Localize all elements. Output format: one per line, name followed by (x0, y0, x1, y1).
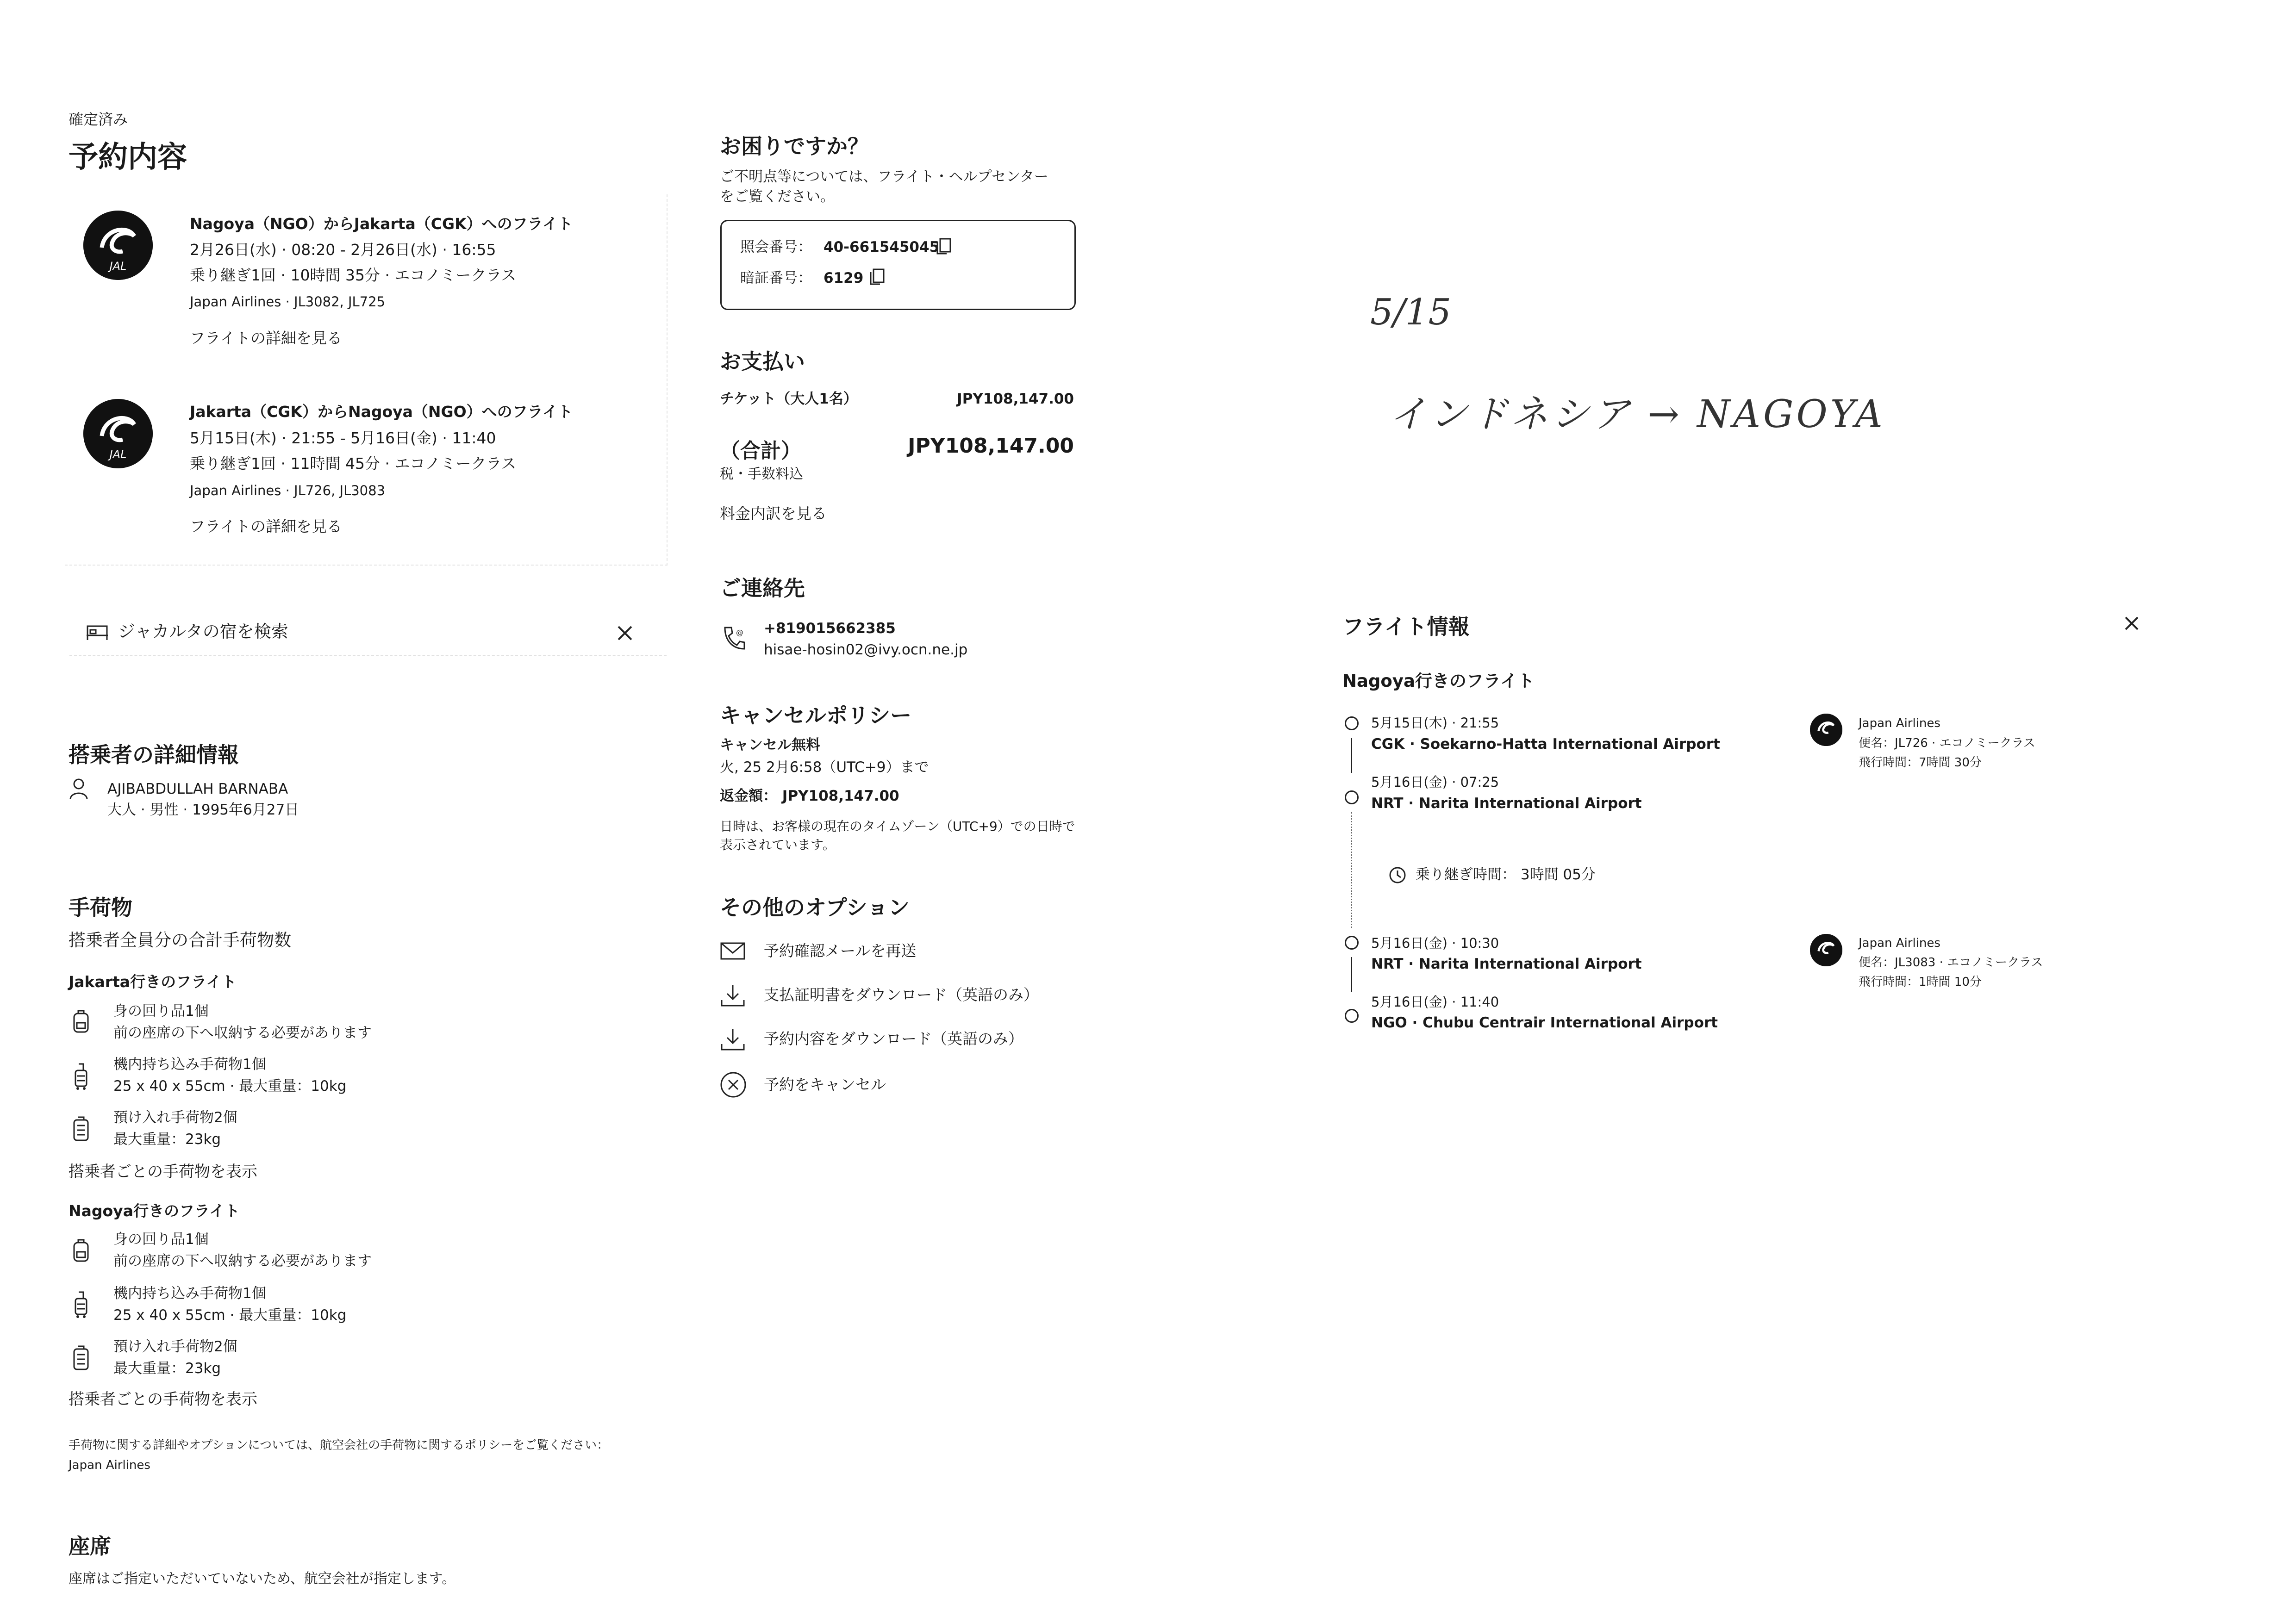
segment-flight-number: 便名：JL726 · エコノミークラス (1859, 736, 2035, 750)
flight-details-link[interactable]: フライトの詳細を見る (190, 329, 343, 347)
baggage-item-desc: 25 x 40 x 55cm · 最大重量：10kg (113, 1078, 347, 1094)
booking-status: 確定済み (69, 111, 128, 128)
contact-heading: ご連絡先 (720, 576, 805, 601)
checked-bag-icon (72, 1115, 90, 1143)
baggage-subheading: 搭乗者全員分の合計手荷物数 (69, 930, 291, 950)
ticket-price: JPY108,147.00 (957, 391, 1074, 407)
cancel-free: キャンセル無料 (720, 737, 820, 753)
baggage-item-name: 預け入れ手荷物2個 (113, 1338, 237, 1355)
timeline-stop (1345, 790, 1359, 804)
timezone-note: 日時は、お客様の現在のタイムゾーン（UTC+9）での日時で (720, 819, 1075, 834)
segment-departure-airport: NRT · Narita International Airport (1371, 956, 1642, 972)
flight-airline: Japan Airlines · JL726, JL3083 (190, 483, 386, 498)
baggage-group-title: Jakarta行きのフライト (69, 973, 237, 991)
total-price: JPY108,147.00 (908, 434, 1074, 458)
baggage-item-desc: 前の座席の下へ収納する必要があります (113, 1025, 372, 1041)
flight-details-link[interactable]: フライトの詳細を見る (190, 517, 343, 535)
tax-note: 税・手数料込 (720, 466, 803, 482)
reference-label: 照会番号： (740, 239, 812, 255)
timeline-stop (1345, 936, 1359, 950)
pin-number: 6129 (824, 270, 864, 286)
download-icon (720, 983, 746, 1007)
help-heading: お困りですか？ (720, 134, 869, 159)
download-receipt-option[interactable]: 支払証明書をダウンロード（英語のみ） (764, 986, 1039, 1004)
carry-on-icon (73, 1062, 89, 1091)
flight-times: 5月15日(木) · 21:55 - 5月16日(金) · 11:40 (190, 429, 496, 447)
passenger-info: 大人 · 男性 · 1995年6月27日 (107, 802, 299, 818)
seat-heading: 座席 (69, 1534, 111, 1559)
baggage-item-name: 身の回り品1個 (113, 1231, 209, 1248)
hotel-search-label: ジャカルタの宿を検索 (118, 622, 288, 641)
clock-icon (1389, 866, 1406, 884)
pin-label: 暗証番号： (740, 270, 812, 286)
baggage-per-passenger-link[interactable]: 搭乗者ごとの手荷物を表示 (69, 1390, 257, 1409)
person-icon (69, 777, 89, 800)
download-icon (720, 1027, 746, 1051)
baggage-item-name: 預け入れ手荷物2個 (113, 1109, 237, 1126)
segment-arrival-time: 5月16日(金) · 11:40 (1371, 994, 1499, 1010)
copy-icon[interactable] (869, 267, 886, 286)
help-text: をご覧ください。 (720, 188, 835, 205)
svg-text:@: @ (736, 628, 743, 637)
timeline-line (1351, 738, 1352, 773)
baggage-group-title: Nagoya行きのフライト (69, 1202, 240, 1220)
ticket-label: チケット（大人1名） (720, 391, 858, 407)
seat-text: 座席はご指定いただいていないため、航空会社が指定します。 (69, 1571, 456, 1587)
passenger-heading: 搭乗者の詳細情報 (69, 742, 239, 767)
flight-title: Jakarta（CGK）からNagoya（NGO）へのフライト (190, 403, 573, 421)
layover-duration: 乗り継ぎ時間： 3時間 05分 (1416, 866, 1596, 883)
timeline-line (1351, 957, 1352, 992)
contact-email: hisae-hosin02@ivy.ocn.ne.jp (764, 641, 968, 658)
flight-times: 2月26日(水) · 08:20 - 2月26日(水) · 16:55 (190, 241, 496, 259)
baggage-item-desc: 25 x 40 x 55cm · 最大重量：10kg (113, 1307, 347, 1324)
svg-text:JAL: JAL (109, 448, 127, 461)
flight-title: Nagoya（NGO）からJakarta（CGK）へのフライト (190, 215, 573, 233)
baggage-item-desc: 最大重量：23kg (113, 1131, 221, 1148)
reference-box (720, 220, 1076, 310)
payment-heading: お支払い (720, 349, 805, 374)
baggage-item-name: 身の回り品1個 (113, 1003, 209, 1020)
baggage-note: 手荷物に関する詳細やオプションについては、航空会社の手荷物に関するポリシーをご覧ください： (69, 1438, 609, 1452)
bed-icon (86, 623, 109, 642)
options-heading: その他のオプション (720, 895, 910, 920)
segment-departure-time: 5月16日(金) · 10:30 (1371, 935, 1499, 951)
download-itinerary-option[interactable]: 予約内容をダウンロード（英語のみ） (764, 1030, 1023, 1048)
flight-stops: 乗り継ぎ1回 · 11時間 45分 · エコノミークラス (190, 454, 517, 473)
svg-text:JAL: JAL (109, 260, 127, 273)
segment-duration: 飛行時間：7時間 30分 (1859, 756, 1982, 770)
handwritten-date: 5/15 (1370, 292, 1452, 333)
segment-flight-number: 便名：JL3083 · エコノミークラス (1859, 956, 2043, 970)
close-icon[interactable] (2124, 616, 2140, 631)
timeline-stop (1345, 1009, 1359, 1023)
contact-icon (722, 625, 745, 651)
total-label: （合計） (720, 439, 801, 463)
timezone-note: 表示されています。 (720, 837, 836, 852)
baggage-heading: 手荷物 (69, 895, 132, 920)
contact-phone: +819015662385 (764, 620, 896, 637)
resend-email-option[interactable]: 予約確認メールを再送 (764, 942, 917, 960)
jal-logo-icon (1810, 934, 1842, 966)
jal-logo-icon (83, 399, 153, 468)
segment-arrival-time: 5月16日(金) · 07:25 (1371, 774, 1499, 790)
segment-duration: 飛行時間：1時間 10分 (1859, 975, 1982, 989)
cancel-until: 火, 25 2月6:58（UTC+9）まで (720, 759, 929, 776)
help-text: ご不明点等については、フライト・ヘルプセンター (720, 168, 1048, 185)
flight-airline: Japan Airlines · JL3082, JL725 (190, 294, 386, 310)
baggage-item-name: 機内持ち込み手荷物1個 (113, 1056, 266, 1073)
handwritten-route: インドネシア → NAGOYA (1389, 392, 1885, 436)
fare-breakdown-link[interactable]: 料金内訳を見る (720, 504, 827, 522)
cancel-circle-icon (720, 1071, 747, 1098)
hotel-search-bar[interactable] (69, 613, 667, 656)
baggage-item-desc: 前の座席の下へ収納する必要があります (113, 1253, 372, 1269)
reference-number: 40-661545045 (824, 239, 940, 255)
flight-info-heading: フライト情報 (1342, 614, 1470, 639)
segment-arrival-airport: NRT · Narita International Airport (1371, 795, 1642, 812)
segment-departure-time: 5月15日(木) · 21:55 (1371, 715, 1499, 731)
carry-on-icon (73, 1290, 89, 1319)
cancel-booking-option[interactable]: 予約をキャンセル (764, 1076, 886, 1094)
flight-stops: 乗り継ぎ1回 · 10時間 35分 · エコノミークラス (190, 266, 517, 284)
copy-icon[interactable] (936, 237, 952, 255)
segment-departure-airport: CGK · Soekarno-Hatta International Airport (1371, 736, 1720, 752)
backpack-icon (72, 1238, 90, 1263)
refund-amount: 返金額： JPY108,147.00 (720, 788, 899, 804)
segment-airline: Japan Airlines (1859, 716, 1940, 730)
segment-airline: Japan Airlines (1859, 936, 1940, 950)
baggage-item-name: 機内持ち込み手荷物1個 (113, 1285, 266, 1302)
checked-bag-icon (72, 1344, 90, 1372)
jal-logo-icon (1810, 714, 1842, 746)
close-icon[interactable] (617, 625, 633, 641)
baggage-per-passenger-link[interactable]: 搭乗者ごとの手荷物を表示 (69, 1163, 257, 1181)
jal-logo-icon (83, 211, 153, 280)
page-title: 予約内容 (69, 140, 187, 174)
backpack-icon (72, 1009, 90, 1034)
segment-arrival-airport: NGO · Chubu Centrair International Airport (1371, 1014, 1718, 1031)
cancel-policy-heading: キャンセルポリシー (720, 703, 911, 728)
flight-info-subheading: Nagoya行きのフライト (1342, 671, 1535, 691)
layover-line (1351, 812, 1352, 928)
mail-icon (720, 942, 746, 960)
baggage-note-airline[interactable]: Japan Airlines (69, 1458, 150, 1472)
passenger-name: AJIBABDULLAH BARNABA (107, 781, 288, 797)
baggage-item-desc: 最大重量：23kg (113, 1360, 221, 1377)
timeline-stop (1345, 716, 1359, 730)
